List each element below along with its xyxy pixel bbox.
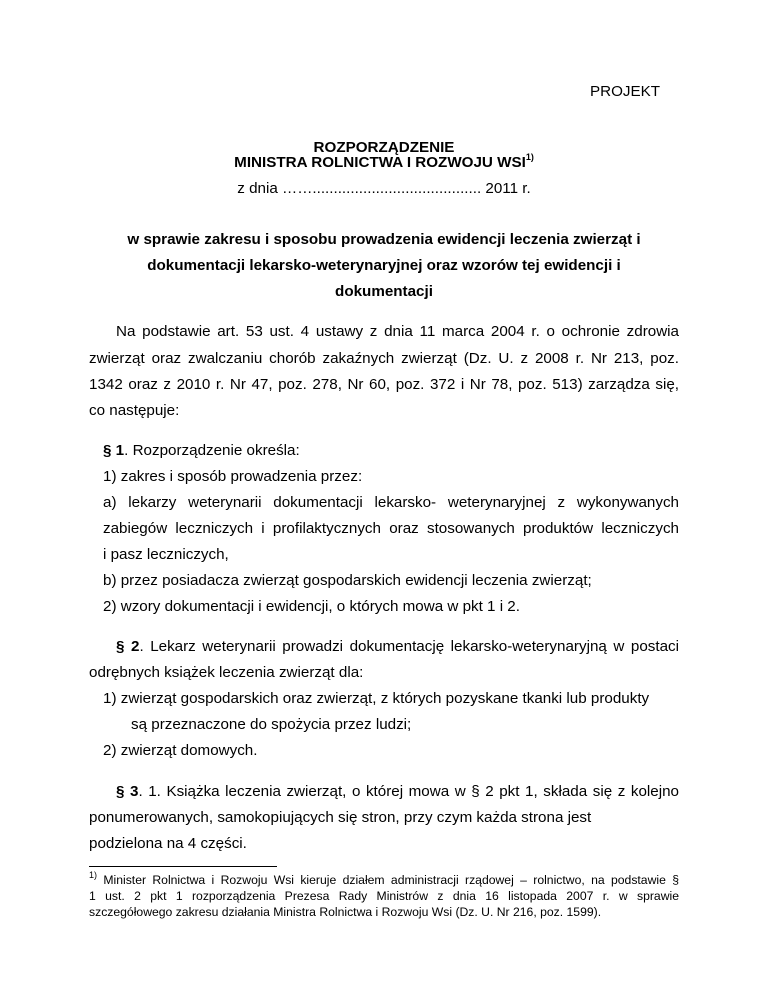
section-1-intro: [103, 441, 300, 461]
projekt-label: PROJEKT: [590, 83, 661, 100]
section-3-number: § 3: [116, 783, 139, 800]
footnote-ref: 1): [525, 151, 534, 162]
preamble-line-1: Na podstawie art. 53 ust. 4 ustawy z dnia 11 marca 2004 r. o ochronie zdrowia: [116, 323, 679, 340]
footnote-divider: [89, 866, 277, 867]
section-1-item-a-line-2: zabiegów leczniczych i profilaktycznych oraz stosowanych produktów leczniczych: [103, 520, 679, 537]
section-3-line-2: ponumerowanych, samokopiujących się stron, przy czym każda strona jest: [89, 809, 592, 826]
section-3-line-1: [116, 782, 679, 802]
footnote-line-2: 1 ust. 2 pkt 1 rozporządzenia Prezesa Rady Ministrów z dnia 16 listopada 2007 r. w sprawie: [89, 889, 679, 903]
section-1-item-a-line-3: i pasz leczniczych,: [103, 546, 229, 563]
subject-line-2: dokumentacji lekarsko-weterynaryjnej oraz wzorów tej ewidencji i: [147, 257, 621, 274]
section-1-item-1: 1) zakres i sposób prowadzenia przez:: [103, 468, 363, 485]
preamble-line-3: 1342 oraz z 2010 r. Nr 47, poz. 278, Nr 60, poz. 372 i Nr 78, poz. 513) zarządza się,: [89, 376, 679, 393]
section-1-item-a-line-1: a) lekarzy weterynarii dokumentacji lekarsko- weterynaryjnej z wykonywanych: [103, 494, 679, 511]
subject-line-3: dokumentacji: [335, 283, 433, 300]
section-2-line-1: [116, 637, 679, 657]
section-3-line-1-text: . 1. Książka leczenia zwierząt, o której mowa w § 2 pkt 1, składa się z kolejno: [138, 783, 679, 800]
section-2-item-2: 2) zwierząt domowych.: [103, 742, 258, 759]
footnote-line-3: szczegółowego zakresu działania Ministra Rolnictwa i Rozwoju Wsi (Dz. U. Nr 216, poz. 1599).: [89, 905, 602, 919]
preamble-line-4: co następuje:: [89, 402, 180, 419]
section-2-item-1-cont: są przeznaczone do spożycia przez ludzi;: [131, 716, 412, 733]
section-1-intro-text: . Rozporządzenie określa:: [124, 442, 300, 459]
footnote-line-1: [89, 869, 679, 888]
section-1-item-b: b) przez posiadacza zwierząt gospodarskich ewidencji leczenia zwierząt;: [103, 572, 592, 589]
section-1-item-2: 2) wzory dokumentacji i ewidencji, o których mowa w pkt 1 i 2.: [103, 598, 520, 615]
title-rozporzadzenie: ROZPORZĄDZENIE: [313, 139, 455, 156]
section-2-line-1-text: . Lekarz weterynarii prowadzi dokumentację lekarsko-weterynaryjną w postaci: [139, 638, 679, 655]
section-3-line-3: podzielona na 4 części.: [89, 835, 247, 852]
title-ministra-text: MINISTRA ROLNICTWA I ROZWOJU WSI: [234, 154, 526, 171]
footnote-marker: 1): [89, 869, 98, 880]
footnote-line-1-text: Minister Rolnictwa i Rozwoju Wsi kieruje działem administracji rządowej – rolnictwo, na podstawie §: [97, 873, 679, 887]
section-2-item-1: 1) zwierząt gospodarskich oraz zwierząt, z których pozyskane tkanki lub produkty: [103, 690, 650, 707]
subject-line-1: w sprawie zakresu i sposobu prowadzenia ewidencji leczenia zwierząt i: [127, 231, 641, 248]
section-1-number: § 1: [103, 442, 125, 459]
date-line: z dnia ……........................................ 2011 r.: [237, 180, 531, 197]
section-2-line-2: odrębnych książek leczenia zwierząt dla:: [89, 664, 364, 681]
preamble-line-2: zwierząt oraz zwalczaniu chorób zakaźnych zwierząt (Dz. U. z 2008 r. Nr 213, poz.: [89, 350, 679, 367]
section-2-number: § 2: [116, 638, 140, 655]
title-ministra: [0, 153, 768, 173]
